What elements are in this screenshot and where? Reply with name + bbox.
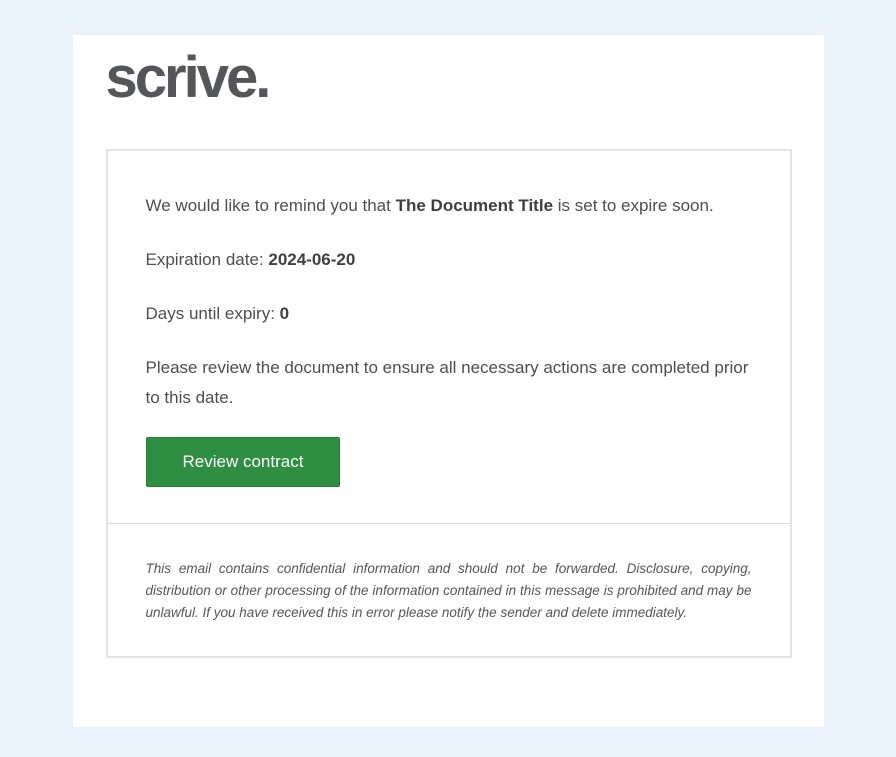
reminder-intro-paragraph <box>146 191 752 221</box>
scrive-logo: scrive. <box>105 45 269 110</box>
reminder-intro-suffix: is set to expire soon. <box>553 196 714 215</box>
email-card <box>73 35 824 727</box>
page-background <box>0 35 896 757</box>
reminder-intro-prefix: We would like to remind you that <box>145 196 396 215</box>
days-until-expiry-label: Days until expiry: <box>145 304 280 323</box>
expiration-date-row <box>146 245 752 275</box>
days-until-expiry-value: 0 <box>279 304 290 323</box>
days-until-expiry-row <box>146 299 752 329</box>
cta-row <box>146 437 752 487</box>
review-contract-button[interactable]: Review contract <box>146 437 341 487</box>
review-note-paragraph <box>146 353 752 413</box>
expiration-date-value: 2024-06-20 <box>268 250 356 269</box>
confidentiality-disclaimer: This email contains confidential information and should not be forwarded. Disclosure, copying, distribution or other processing of the information contained in this message is prohibited and may be unlawful. If you have received this in error please notify the sender and delete immediately. <box>145 561 752 620</box>
expiration-date-label: Expiration date: <box>145 250 269 269</box>
notice-body <box>108 151 790 523</box>
notice-box <box>106 149 792 658</box>
review-note-text: Please review the document to ensure all necessary actions are completed prior to this date. <box>145 358 749 407</box>
document-title: The Document Title <box>395 196 554 215</box>
notice-footer <box>108 523 790 656</box>
